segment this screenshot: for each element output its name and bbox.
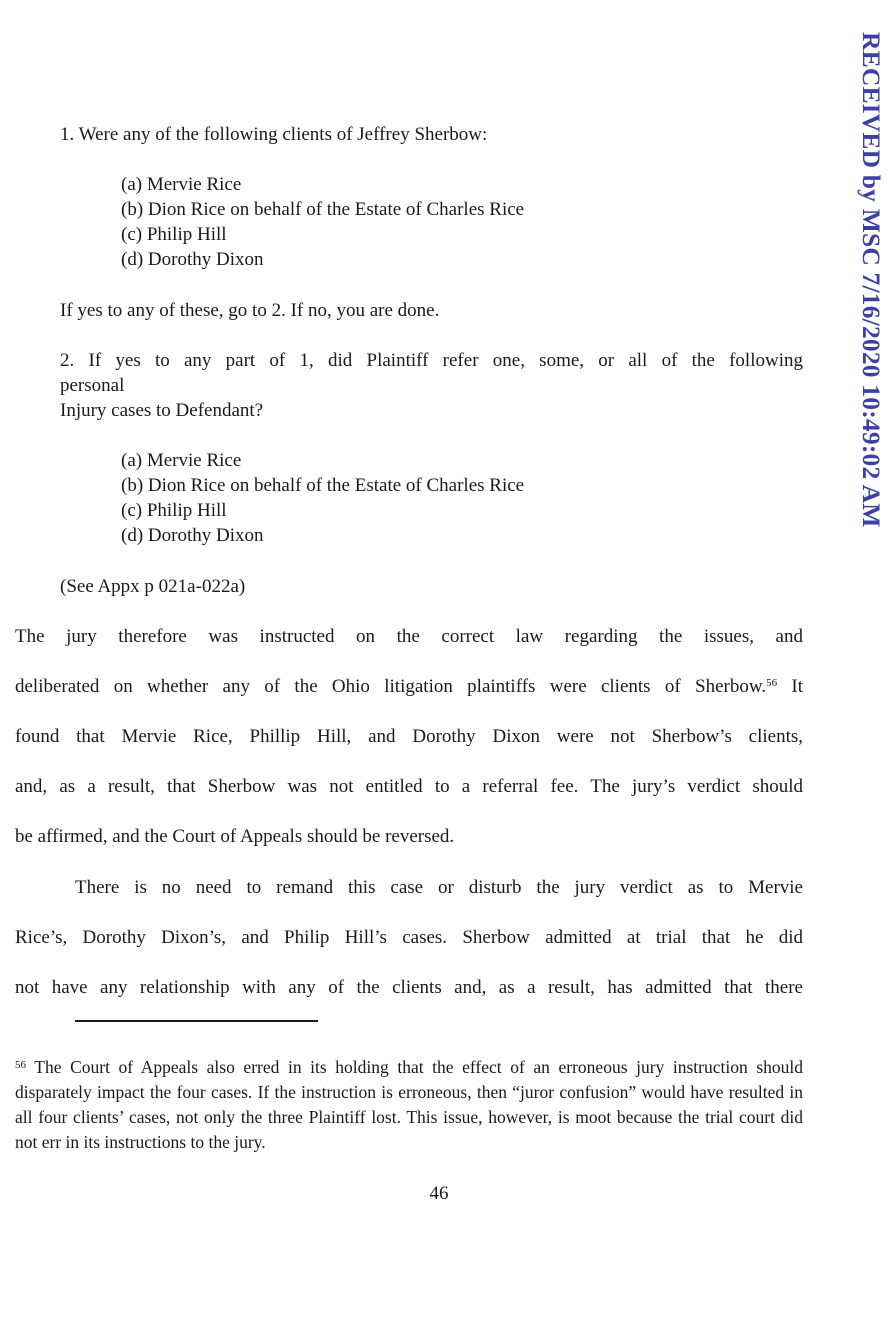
- footnote-text: The Court of Appeals also erred in its holding that the effect of an erroneous jury instruction should disparately impact the four cases. If the instruction is erroneous, then “juror confusion” would have resulted in all four clients’ cases, not only the three Plaintiff lost. This issue, however, is moot because the trial court did not err in its instructions to the jury.: [15, 1057, 803, 1152]
- footnote-number: 56: [15, 1059, 26, 1071]
- footnote: [15, 1055, 803, 1155]
- body-text-line: There is no need to remand this case or disturb the jury verdict as to Mervie: [75, 877, 803, 898]
- option-item: (b) Dion Rice on behalf of the Estate of Charles Rice: [121, 475, 525, 496]
- option-item: (d) Dorothy Dixon: [121, 525, 264, 546]
- question-2-options: [121, 448, 801, 548]
- body-text-line: be affirmed, and the Court of Appeals should be reversed.: [15, 826, 455, 847]
- body-text-segment: deliberated on whether any of the Ohio litigation plaintiffs were clients of Sherbow.: [15, 676, 767, 697]
- footnote-reference: 56: [766, 677, 778, 689]
- option-item: (a) Mervie Rice: [121, 174, 242, 195]
- question-2-line: 2. If yes to any part of 1, did Plaintiff refer one, some, or all of the following: [60, 350, 803, 371]
- question-2-line: Injury cases to Defendant?: [60, 400, 264, 421]
- body-text-line: Rice’s, Dorothy Dixon’s, and Philip Hill’s cases. Sherbow admitted at trial that he did: [15, 927, 803, 948]
- body-text-line: and, as a result, that Sherbow was not entitled to a referral fee. The jury’s verdict should: [15, 776, 803, 797]
- received-stamp-text: RECEIVED by MSC 7/16/2020 10:49:02 AM: [857, 32, 886, 528]
- question-1: 1. Were any of the following clients of Jeffrey Sherbow:: [60, 124, 488, 145]
- body-text-segment: It: [777, 676, 803, 697]
- body-text-line: found that Mervie Rice, Phillip Hill, and Dorothy Dixon were not Sherbow’s clients,: [15, 726, 803, 747]
- body-text-line: [15, 674, 803, 699]
- option-item: (c) Philip Hill: [121, 500, 227, 521]
- question-1-instruction: If yes to any of these, go to 2. If no, you are done.: [60, 300, 440, 321]
- option-item: (c) Philip Hill: [121, 224, 227, 245]
- body-text-line: The jury therefore was instructed on the correct law regarding the issues, and: [15, 626, 803, 647]
- option-item: (a) Mervie Rice: [121, 450, 242, 471]
- question-1-options: [121, 172, 801, 272]
- option-item: (d) Dorothy Dixon: [121, 249, 264, 270]
- question-2-line: personal: [60, 375, 125, 396]
- appendix-citation: (See Appx p 021a-022a): [60, 576, 246, 597]
- body-text-line: not have any relationship with any of the clients and, as a result, has admitted that there: [15, 977, 803, 998]
- option-item: (b) Dion Rice on behalf of the Estate of Charles Rice: [121, 199, 525, 220]
- received-stamp: [842, 32, 894, 552]
- footnote-divider: [75, 1020, 318, 1022]
- page-number: 46: [429, 1183, 449, 1204]
